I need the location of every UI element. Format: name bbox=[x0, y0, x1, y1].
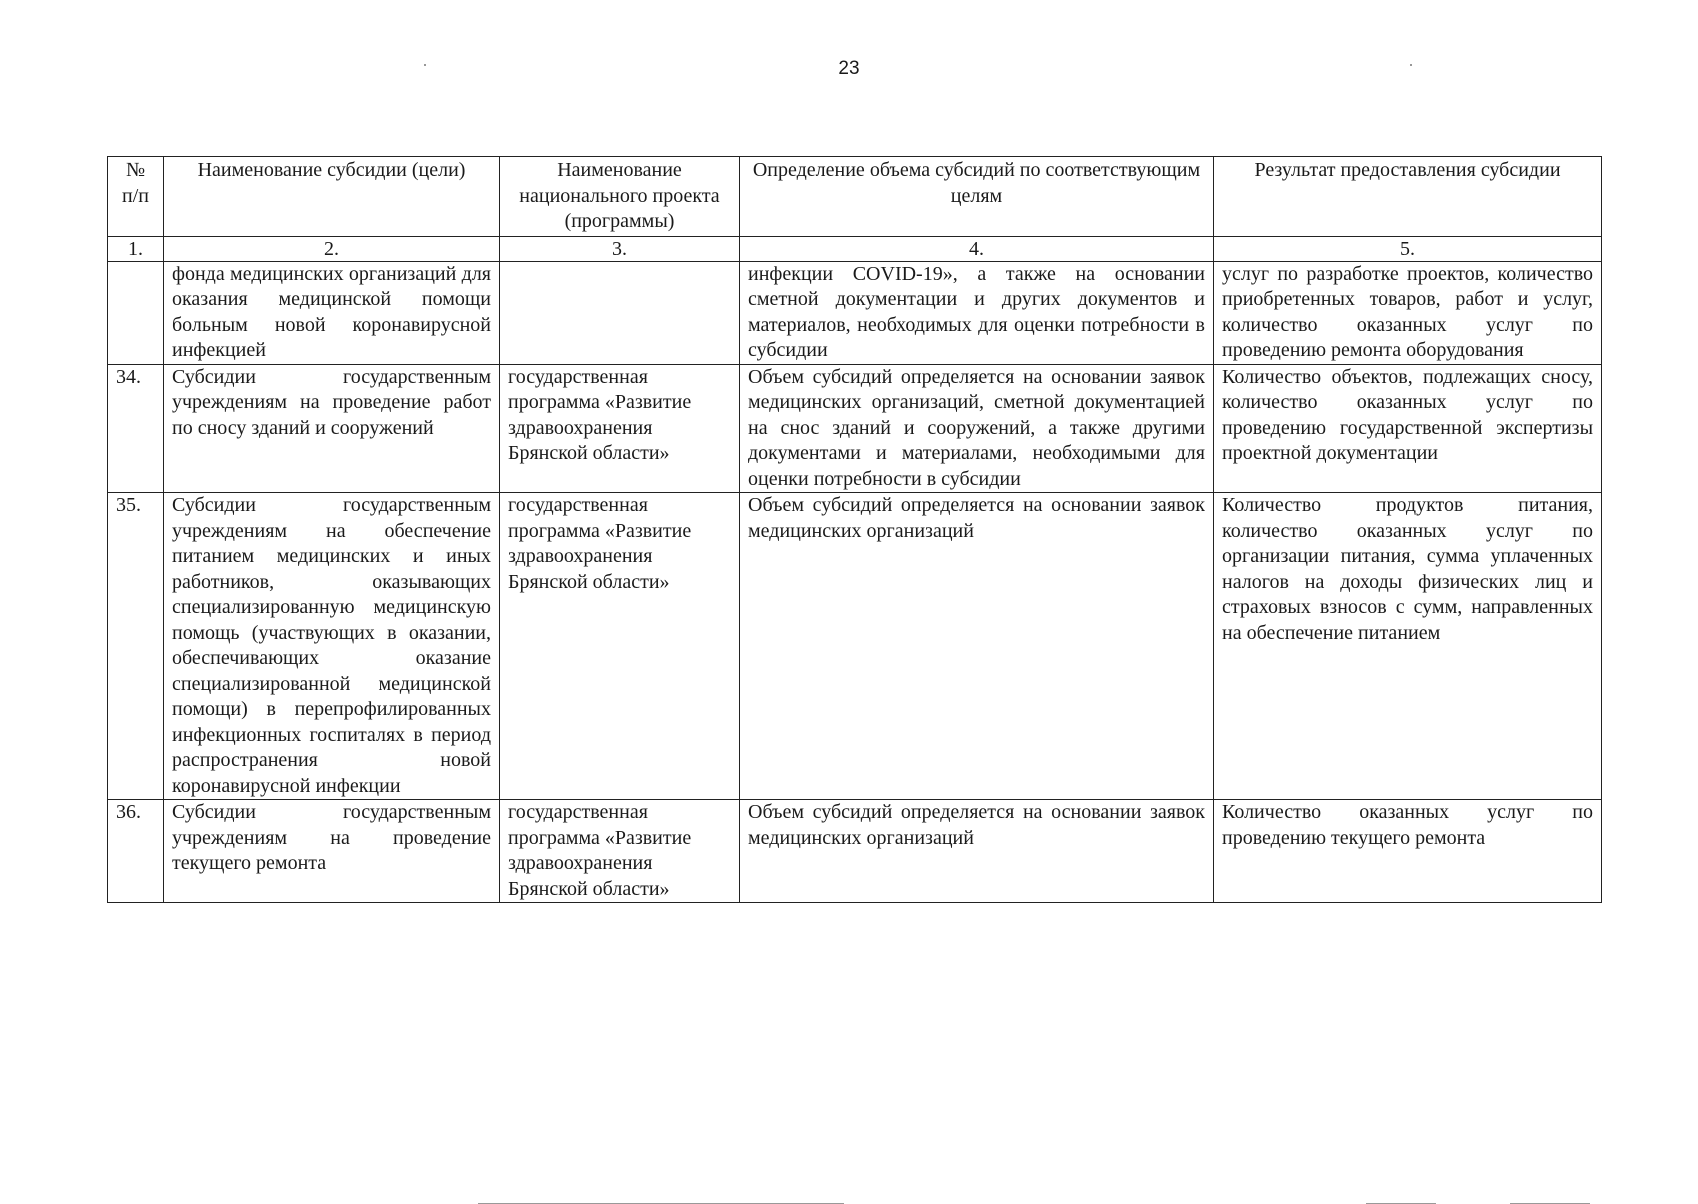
table-row bbox=[108, 493, 1602, 800]
project-name: государственная программа «Развитие здравоохранения Брянской области» bbox=[500, 493, 740, 800]
subsidy-result: услуг по разработке проектов, количество приобретенных товаров, работ и услуг, количество оказанных услуг по проведению ремонта оборудования bbox=[1214, 261, 1602, 364]
column-number: 2. bbox=[164, 236, 500, 261]
subsidy-name: Субсидии государственным учреждениям на проведение работ по сносу зданий и сооружений bbox=[164, 364, 500, 493]
header-project: Наименование национального проекта (программы) bbox=[500, 157, 740, 237]
volume-definition: Объем субсидий определяется на основании заявок медицинских организаций bbox=[740, 493, 1214, 800]
column-number: 5. bbox=[1214, 236, 1602, 261]
subsidy-name: фонда медицинских организаций для оказания медицинской помощи больным новой коронавирусной инфекцией bbox=[164, 261, 500, 364]
table-row bbox=[108, 364, 1602, 493]
row-number bbox=[108, 261, 164, 364]
volume-definition: Объем субсидий определяется на основании заявок медицинских организаций, сметной документацией на снос зданий и сооружений, а также другими документами и материалами, необходимыми для оценки потребности в субсидии bbox=[740, 364, 1214, 493]
subsidy-result: Количество объектов, подлежащих сносу, количество оказанных услуг по проведению государственной экспертизы проектной документации bbox=[1214, 364, 1602, 493]
project-name bbox=[500, 261, 740, 364]
volume-definition: инфекции COVID-19», а также на основании сметной документации и других документов и материалов, необходимых для оценки потребности в субсидии bbox=[740, 261, 1214, 364]
table-header-row bbox=[108, 157, 1602, 237]
subsidy-name: Субсидии государственным учреждениям на обеспечение питанием медицинских и иных работников, оказывающих специализированную медицинскую помощь (участвующих в оказании, обеспечивающих оказание специализированной медицинской помощи) в перепрофилированных инфекционных госпиталях в период распространения новой коронавирусной инфекции bbox=[164, 493, 500, 800]
subsidy-result: Количество продуктов питания, количество оказанных услуг по организации питания, сумма уплаченных налогов на доходы физических лиц и страховых взносов с сумм, направленных на обеспечение питанием bbox=[1214, 493, 1602, 800]
table-row bbox=[108, 800, 1602, 903]
subsidy-table bbox=[107, 156, 1602, 903]
scan-speck bbox=[1410, 64, 1412, 66]
row-number: 34. bbox=[108, 364, 164, 493]
project-name: государственная программа «Развитие здравоохранения Брянской области» bbox=[500, 364, 740, 493]
header-subsidy: Наименование субсидии (цели) bbox=[164, 157, 500, 237]
subsidy-name: Субсидии государственным учреждениям на проведение текущего ремонта bbox=[164, 800, 500, 903]
column-number: 4. bbox=[740, 236, 1214, 261]
row-number: 35. bbox=[108, 493, 164, 800]
subsidy-result: Количество оказанных услуг по проведению текущего ремонта bbox=[1214, 800, 1602, 903]
page-number: 23 bbox=[838, 58, 860, 79]
header-no: № п/п bbox=[108, 157, 164, 237]
scan-speck bbox=[424, 64, 426, 66]
table-row bbox=[108, 261, 1602, 364]
row-number: 36. bbox=[108, 800, 164, 903]
header-volume: Определение объема субсидий по соответствующим целям bbox=[740, 157, 1214, 237]
header-result: Результат предоставления субсидии bbox=[1214, 157, 1602, 237]
column-number: 3. bbox=[500, 236, 740, 261]
volume-definition: Объем субсидий определяется на основании заявок медицинских организаций bbox=[740, 800, 1214, 903]
project-name: государственная программа «Развитие здравоохранения Брянской области» bbox=[500, 800, 740, 903]
column-number-row bbox=[108, 236, 1602, 261]
column-number: 1. bbox=[108, 236, 164, 261]
